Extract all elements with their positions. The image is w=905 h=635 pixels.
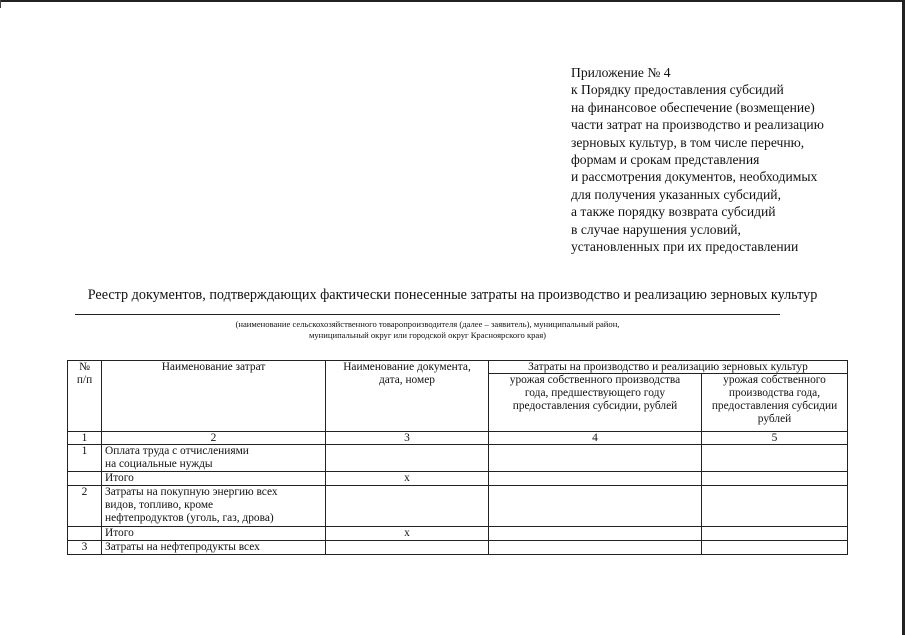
column-index: 3 (326, 432, 489, 445)
current-year-total-cell (702, 472, 848, 486)
total-mark: х (326, 527, 489, 541)
header-costs-group-text: Затраты на производство и реализацию зерновых культур (528, 361, 808, 373)
total-mark: х (326, 472, 489, 486)
current-year-cost-cell (702, 541, 848, 555)
total-label: Итого (102, 527, 326, 541)
row-number (68, 527, 102, 541)
header-col5-line: предоставления субсидии (711, 399, 838, 412)
total-row (68, 472, 848, 486)
caption-line: муниципальный округ или городской округ Красноярского края) (308, 329, 547, 340)
page-edge-left (0, 0, 1, 8)
cost-name-cell (102, 486, 326, 527)
appendix-line: на финансовое обеспечение (возмещение) (571, 99, 815, 115)
row-number (68, 472, 102, 486)
appendix-line: формам и срокам представления (571, 152, 760, 168)
row-number: 1 (68, 445, 102, 472)
column-index-row (68, 432, 848, 445)
header-col5-line: урожая собственного (723, 374, 826, 387)
document-cell (326, 541, 489, 555)
appendix-block (571, 64, 891, 255)
cost-name-line: Затраты на покупную энергию всех (105, 486, 278, 498)
registry-table (67, 360, 848, 555)
appendix-line: для получения указанных субсидий, (571, 186, 781, 202)
cost-name-cell (102, 445, 326, 472)
row-number: 3 (68, 541, 102, 555)
column-index: 2 (102, 432, 326, 445)
header-document-line: Наименование документа, (343, 361, 471, 373)
total-row (68, 527, 848, 541)
total-label: Итого (102, 472, 326, 486)
appendix-line: в случае нарушения условий, (571, 221, 741, 237)
document-cell (326, 445, 489, 472)
header-col5-line: производства года, (728, 387, 821, 400)
table-row (68, 445, 848, 472)
applicant-name-line (75, 314, 780, 315)
header-col5 (702, 374, 848, 432)
appendix-line: а также порядку возврата субсидий (571, 204, 776, 220)
header-num-line: № (79, 361, 90, 373)
document-cell (326, 486, 489, 527)
appendix-line: зерновых культур, в том числе перечню, (571, 134, 805, 150)
current-year-total-cell (702, 527, 848, 541)
registry-title: Реестр документов, подтверждающих фактически понесенные затраты на производство и реализацию зерновых культур (87, 287, 818, 303)
header-col4-line: предоставления субсидии, рублей (512, 399, 678, 412)
appendix-line: к Порядку предоставления субсидий (571, 82, 784, 98)
current-year-cost-cell (702, 486, 848, 527)
appendix-line: Приложение № 4 (571, 65, 671, 80)
header-col4 (489, 374, 702, 432)
prev-year-total-cell (489, 527, 702, 541)
appendix-line: и рассмотрения документов, необходимых (571, 169, 818, 185)
header-document-line: дата, номер (379, 373, 435, 386)
applicant-name-caption (75, 319, 780, 341)
page-edge-top (0, 0, 905, 2)
table-row (68, 486, 848, 527)
header-row (68, 361, 848, 374)
prev-year-cost-cell (489, 541, 702, 555)
cost-name-line: Затраты на нефтепродукты всех (105, 541, 260, 553)
appendix-line: установленных при их предоставлении (571, 239, 799, 255)
cost-name-line: Оплата труда с отчислениями (105, 445, 249, 457)
header-costs-group (489, 361, 848, 374)
header-col4-line: урожая собственного производства (509, 374, 681, 387)
header-num (68, 361, 102, 432)
header-cost-name (102, 361, 326, 432)
caption-line: (наименование сельскохозяйственного товаропроизводителя (далее – заявитель), муниципальный район, (235, 319, 620, 329)
column-index: 1 (68, 432, 102, 445)
column-index: 4 (489, 432, 702, 445)
header-cost-name-text: Наименование затрат (161, 361, 266, 373)
header-col5-line: рублей (757, 412, 792, 425)
row-number: 2 (68, 486, 102, 527)
prev-year-total-cell (489, 472, 702, 486)
cost-name-line: видов, топливо, кроме (105, 498, 214, 511)
cost-name-line: на социальные нужды (105, 457, 213, 470)
cost-name-line: нефтепродуктов (уголь, газ, дрова) (105, 511, 274, 524)
header-col4-line: года, предшествующего году (524, 387, 666, 400)
cost-name-cell (102, 541, 326, 555)
header-document (326, 361, 489, 432)
prev-year-cost-cell (489, 486, 702, 527)
appendix-line: части затрат на производство и реализацию (571, 117, 824, 133)
table-row (68, 541, 848, 555)
prev-year-cost-cell (489, 445, 702, 472)
column-index: 5 (702, 432, 848, 445)
current-year-cost-cell (702, 445, 848, 472)
header-num-line: п/п (76, 373, 93, 386)
